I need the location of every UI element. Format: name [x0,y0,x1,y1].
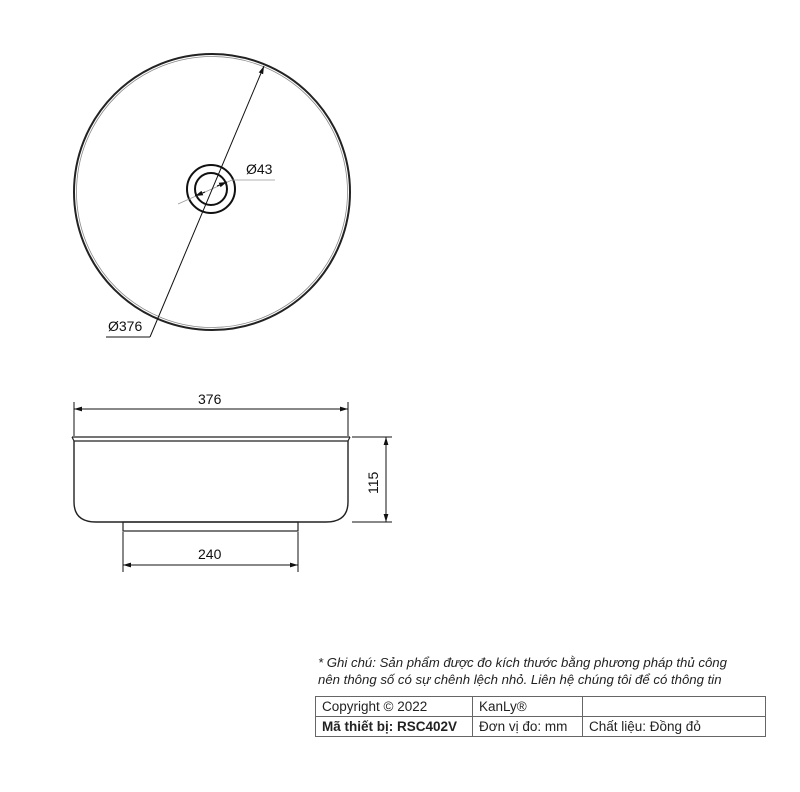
material-cell: Chất liệu: Đồng đỏ [583,717,766,737]
spec-table [315,696,766,737]
base-width-label: 240 [198,546,222,562]
height-label: 115 [365,471,381,494]
model-cell: Mã thiết bị: RSC402V [316,717,473,737]
measurement-note [318,654,778,688]
basin-inner-rim [77,57,348,328]
outer-diameter-line [150,66,264,337]
brand-cell: KanLy® [473,697,583,717]
spec-row-2 [316,717,766,737]
width-label: 376 [198,391,222,407]
copyright-cell: Copyright © 2022 [316,697,473,717]
basin-base [123,522,298,531]
note-line-2: nên thông số có sự chênh lệch nhỏ. Liên hệ chúng tôi để có thông tin [318,672,722,687]
drain-diameter-label: Ø43 [246,161,273,177]
unit-cell: Đơn vị đo: mm [473,717,583,737]
spec-row-1 [316,697,766,717]
basin-outer-rim [74,54,350,330]
top-view [74,54,350,337]
empty-cell [583,697,766,717]
note-line-1: * Ghi chú: Sản phẩm được đo kích thước bằng phương pháp thủ công [318,655,727,670]
side-view [72,391,392,572]
outer-diameter-label: Ø376 [108,318,143,334]
basin-body [74,441,348,522]
